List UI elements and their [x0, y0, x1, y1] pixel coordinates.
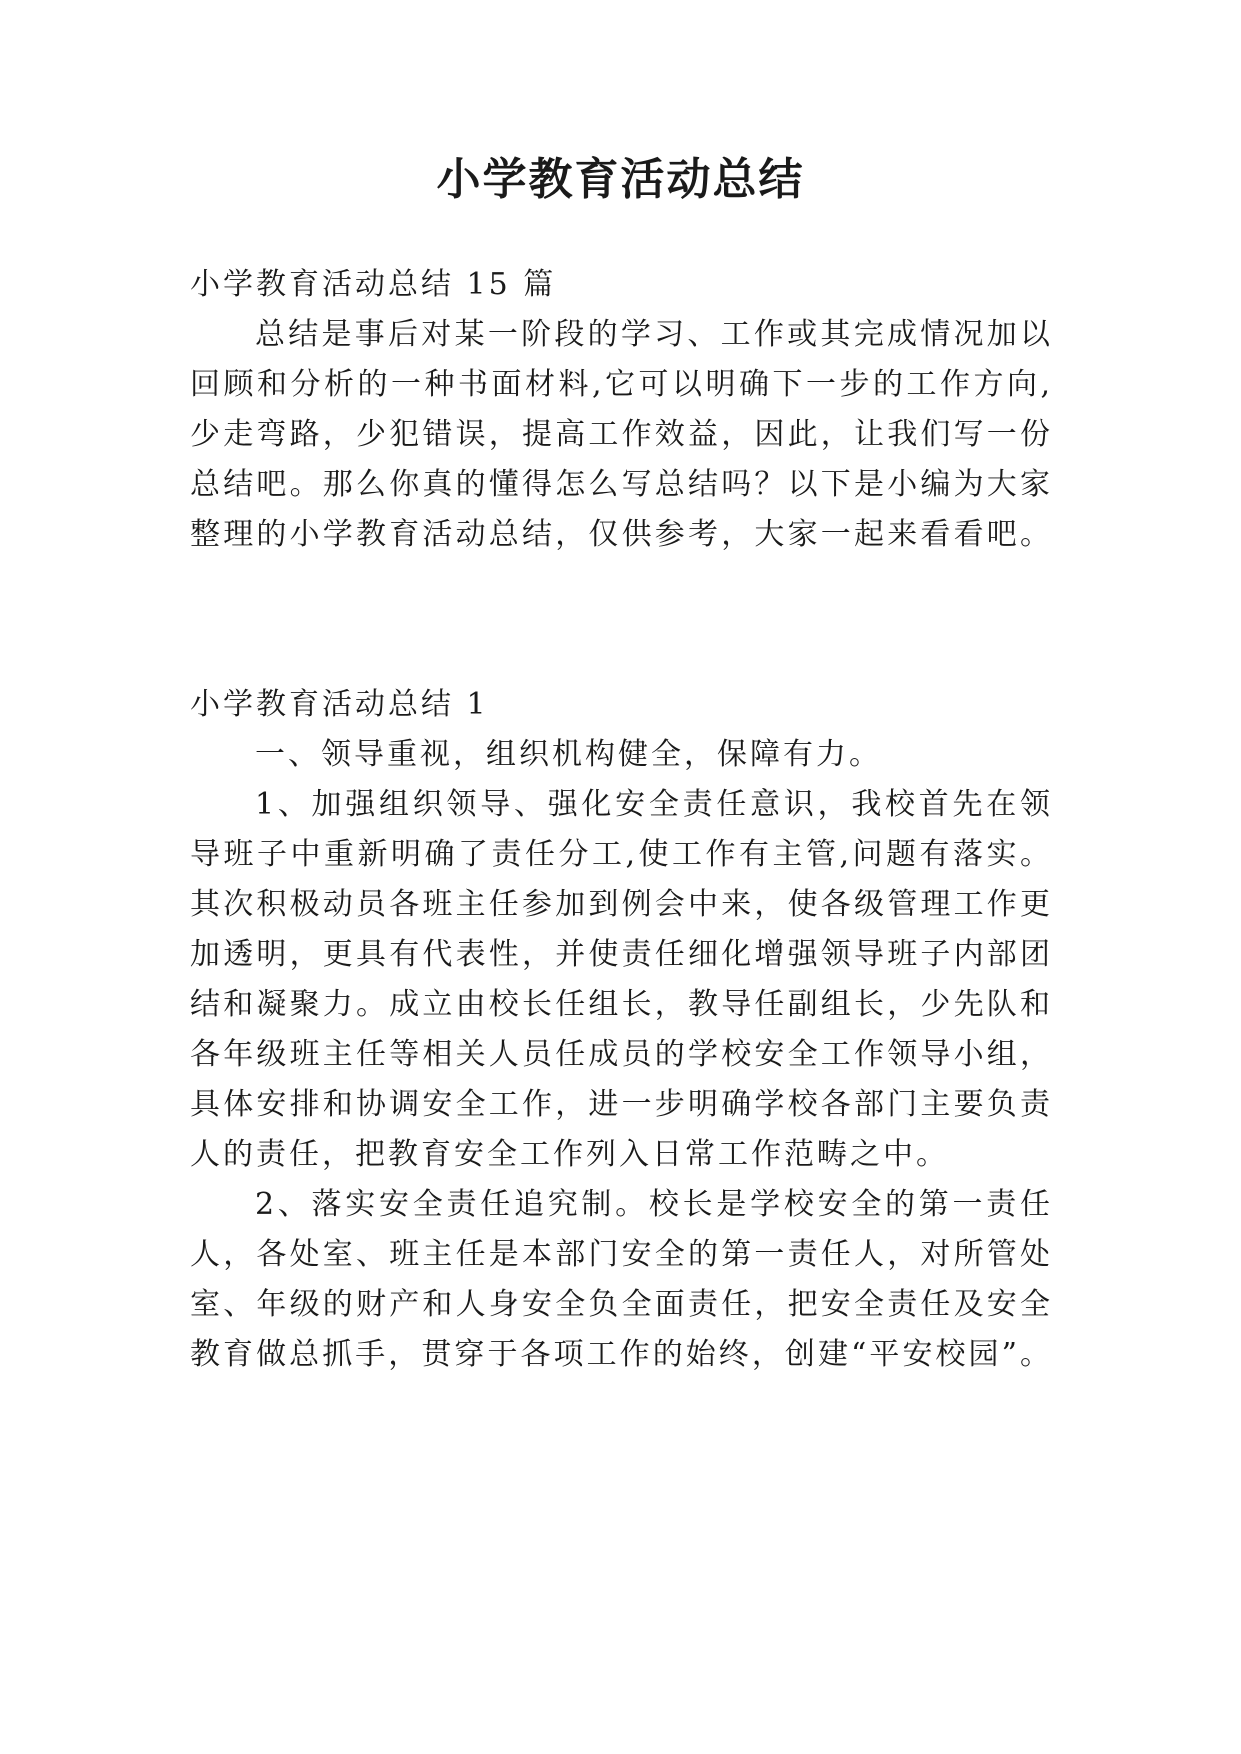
paragraph-line: 教育做总抓手，贯穿于各项工作的始终，创建“平安校园”。 — [190, 1337, 1050, 1372]
paragraph-line: 1、加强组织领导、强化安全责任意识，我校首先在领 — [255, 787, 1050, 822]
paragraph-line: 室、年级的财产和人身安全负全面责任，把安全责任及安全 — [190, 1287, 1050, 1322]
paragraph-line: 其次积极动员各班主任参加到例会中来，使各级管理工作更 — [190, 887, 1050, 922]
paragraph-line: 具体安排和协调安全工作，进一步明确学校各部门主要负责 — [190, 1087, 1050, 1122]
section-heading: 小学教育活动总结 1 — [190, 687, 489, 722]
document-subtitle: 小学教育活动总结 15 篇 — [190, 267, 557, 302]
paragraph-line: 2、落实安全责任追究制。校长是学校安全的第一责任 — [255, 1187, 1050, 1222]
paragraph-line: 结和凝聚力。成立由校长任组长，教导任副组长，少先队和 — [190, 987, 1050, 1022]
document-title: 小学教育活动总结 — [436, 154, 805, 205]
intro-line: 少走弯路，少犯错误，提高工作效益，因此，让我们写一份 — [190, 417, 1050, 452]
paragraph-line: 导班子中重新明确了责任分工,使工作有主管,问题有落实。 — [190, 837, 1050, 872]
paragraph-line: 人的责任，把教育安全工作列入日常工作范畴之中。 — [190, 1137, 949, 1172]
paragraph-line: 人，各处室、班主任是本部门安全的第一责任人，对所管处 — [190, 1237, 1050, 1272]
paragraph-line: 加透明，更具有代表性，并使责任细化增强领导班子内部团 — [190, 937, 1050, 972]
intro-line: 总结吧。那么你真的懂得怎么写总结吗？以下是小编为大家 — [190, 467, 1050, 502]
paragraph-line: 各年级班主任等相关人员任成员的学校安全工作领导小组， — [190, 1037, 1050, 1072]
intro-line: 总结是事后对某一阶段的学习、工作或其完成情况加以 — [255, 317, 1050, 352]
point-heading: 一、领导重视，组织机构健全，保障有力。 — [255, 737, 882, 772]
intro-line: 整理的小学教育活动总结，仅供参考，大家一起来看看吧。 — [190, 517, 1050, 552]
intro-line: 回顾和分析的一种书面材料,它可以明确下一步的工作方向, — [190, 367, 1050, 402]
